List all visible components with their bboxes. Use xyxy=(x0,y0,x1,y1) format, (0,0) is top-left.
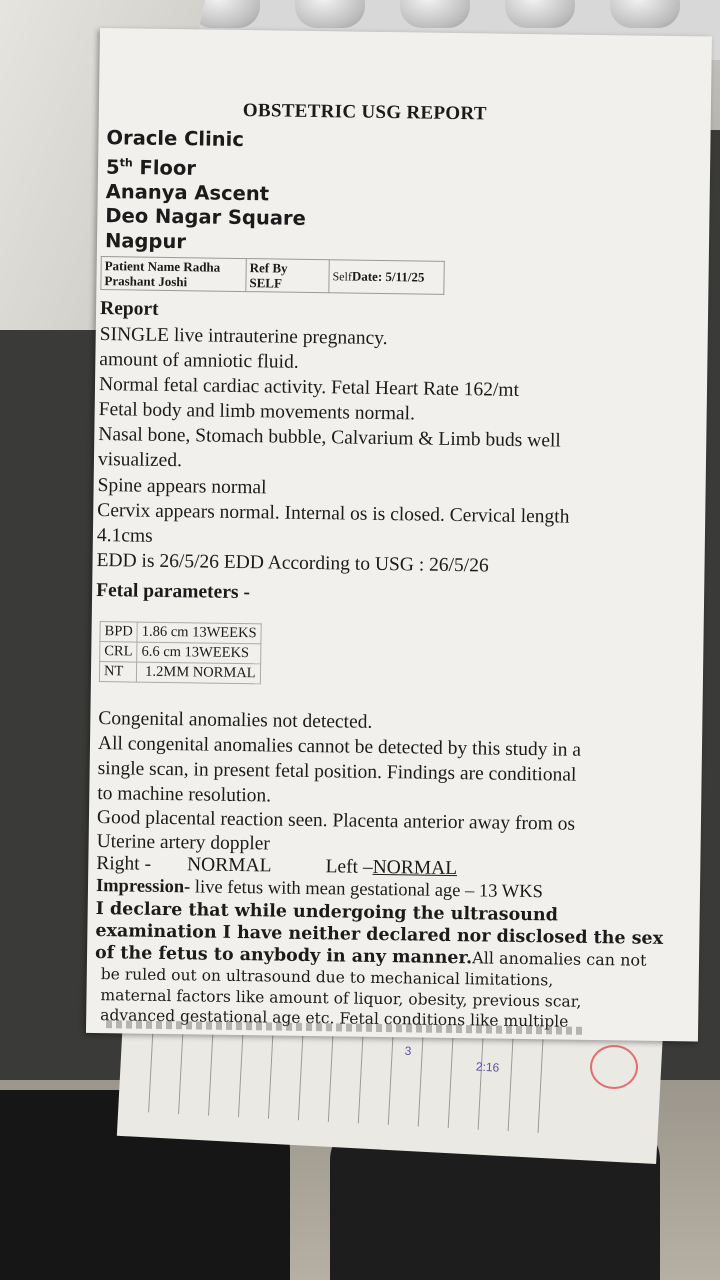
note-line: Congenital anomalies not detected. xyxy=(98,708,373,733)
param-name: NT xyxy=(99,662,136,683)
fetal-parameters-table xyxy=(99,621,262,684)
clinic-building: Ananya Ascent xyxy=(105,179,270,205)
clinic-name: Oracle Clinic xyxy=(106,126,245,152)
finding-line: Nasal bone, Stomach bubble, Calvarium & Limb buds well xyxy=(98,424,561,452)
note-line: Uterine artery doppler xyxy=(96,831,271,855)
param-value: 6.6 cm 13WEEKS xyxy=(137,642,261,664)
disclaimer-line: be ruled out on ultrasound due to mechanical limitations, xyxy=(100,965,554,990)
param-value: 1.2MM NORMAL xyxy=(137,662,261,684)
patient-info-table xyxy=(100,256,444,295)
declaration-line: examination I have neither declared nor disclosed the sex xyxy=(95,921,664,949)
red-ink-mark xyxy=(590,1045,638,1089)
declaration-line: of the fetus to anybody in any manner.All anomalies can not xyxy=(94,943,647,970)
disclaimer-line: advanced gestational age etc. Fetal conditions like multiple xyxy=(100,1006,569,1031)
note-line: Good placental reaction seen. Placenta anterior away from os xyxy=(96,807,576,835)
date-cell: SelfDate: 5/11/25 xyxy=(329,260,444,295)
finding-line: amount of amniotic fluid. xyxy=(99,349,299,373)
disclaimer-line: maternal factors like amount of liquor, obesity, previous scar, xyxy=(100,986,582,1011)
pill xyxy=(610,0,680,28)
param-name: BPD xyxy=(100,622,137,643)
report-title: OBSTETRIC USG REPORT xyxy=(242,100,487,125)
finding-line: Spine appears normal xyxy=(97,475,267,499)
clinic-floor: 5th Floor xyxy=(105,155,197,180)
finding-line: Fetal body and limb movements normal. xyxy=(98,399,416,425)
report-heading: Report xyxy=(99,298,159,320)
note-line: to machine resolution. xyxy=(97,783,272,807)
table-row xyxy=(100,642,261,664)
finding-line: visualized. xyxy=(97,449,183,472)
param-value: 1.86 cm 13WEEKS xyxy=(137,622,261,644)
clinic-area: Deo Nagar Square xyxy=(105,204,307,230)
doppler-right-label: Right - xyxy=(96,853,152,875)
finding-line: Cervix appears normal. Internal os is closed. Cervical length xyxy=(97,500,570,528)
table-row xyxy=(99,662,260,684)
finding-line: 4.1cms xyxy=(96,525,153,547)
clinic-address xyxy=(105,126,307,256)
clinic-city: Nagpur xyxy=(104,228,187,253)
note-line: single scan, in present fetal position. Findings are conditional xyxy=(97,758,577,786)
report-sheet xyxy=(86,28,712,1041)
doppler-right-value: NORMAL xyxy=(186,854,272,877)
table-row xyxy=(100,622,261,644)
impression-label: Impression- xyxy=(95,876,191,898)
impression-text: live fetus with mean gestational age – 13 WKS xyxy=(190,877,543,903)
finding-line: Normal fetal cardiac activity. Fetal Heart Rate 162/mt xyxy=(98,374,520,401)
declaration-line: I declare that while undergoing the ultrasound xyxy=(95,899,559,926)
note-line: All congenital anomalies cannot be detected by this study in a xyxy=(97,733,582,761)
finding-line: SINGLE live intrauterine pregnancy. xyxy=(99,324,388,350)
pill xyxy=(505,0,575,28)
doppler-left-value: NORMAL xyxy=(372,856,458,880)
handwritten-mark: 2:16 xyxy=(475,1059,500,1075)
pill xyxy=(400,0,470,28)
param-name: CRL xyxy=(100,642,137,663)
edd-line: EDD is 26/5/26 EDD According to USG : 26/5/26 xyxy=(96,550,489,577)
handwritten-mark: 3 xyxy=(404,1043,412,1059)
pill xyxy=(295,0,365,28)
ref-cell: Ref By SELF xyxy=(246,259,329,293)
patient-cell: Patient Name Radha Prashant Joshi xyxy=(101,257,246,292)
doppler-left-label: Left – xyxy=(325,856,373,878)
fetal-parameters-heading: Fetal parameters - xyxy=(95,580,251,604)
